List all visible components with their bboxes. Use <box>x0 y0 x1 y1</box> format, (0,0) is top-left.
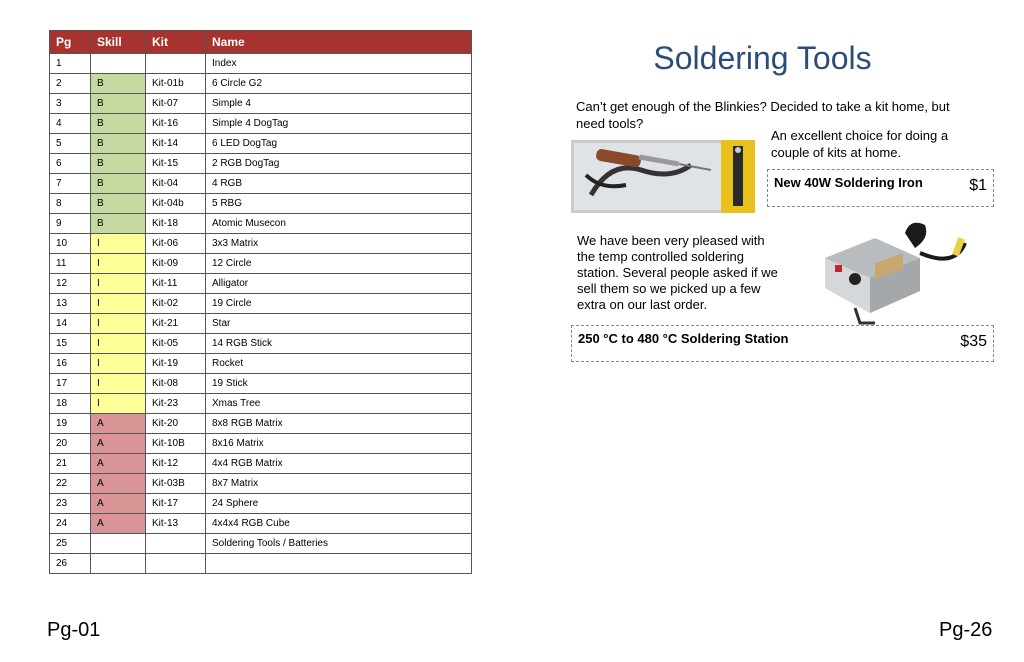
cell-kit: Kit-04b <box>146 194 206 214</box>
cell-kit: Kit-23 <box>146 394 206 414</box>
cell-pg: 1 <box>50 54 91 74</box>
cell-skill: A <box>91 514 146 534</box>
table-row <box>50 294 472 314</box>
cell-pg: 19 <box>50 414 91 434</box>
cell-name: 8x7 Matrix <box>206 474 472 494</box>
cell-pg: 18 <box>50 394 91 414</box>
cell-kit: Kit-12 <box>146 454 206 474</box>
station-price: $35 <box>960 333 987 350</box>
cell-skill: I <box>91 334 146 354</box>
table-row <box>50 114 472 134</box>
cell-name: 24 Sphere <box>206 494 472 514</box>
table-row <box>50 314 472 334</box>
cell-name: 4x4x4 RGB Cube <box>206 514 472 534</box>
table-row <box>50 414 472 434</box>
cell-name: Atomic Musecon <box>206 214 472 234</box>
cell-skill: B <box>91 114 146 134</box>
table-row <box>50 134 472 154</box>
cell-skill: A <box>91 434 146 454</box>
cell-skill: B <box>91 134 146 154</box>
cell-pg: 16 <box>50 354 91 374</box>
cell-kit: Kit-10B <box>146 434 206 454</box>
cell-kit <box>146 554 206 574</box>
cell-skill: I <box>91 314 146 334</box>
cell-name: 4x4 RGB Matrix <box>206 454 472 474</box>
header-name: Name <box>206 31 472 54</box>
cell-name: 19 Circle <box>206 294 472 314</box>
iron-product-box <box>767 169 994 207</box>
cell-pg: 2 <box>50 74 91 94</box>
cell-skill: A <box>91 474 146 494</box>
cell-kit: Kit-14 <box>146 134 206 154</box>
cell-pg: 14 <box>50 314 91 334</box>
cell-kit <box>146 534 206 554</box>
table-row <box>50 554 472 574</box>
cell-skill: A <box>91 414 146 434</box>
table-row <box>50 334 472 354</box>
cell-name: Simple 4 <box>206 94 472 114</box>
cell-skill: A <box>91 494 146 514</box>
cell-kit: Kit-20 <box>146 414 206 434</box>
cell-name: 2 RGB DogTag <box>206 154 472 174</box>
cell-pg: 9 <box>50 214 91 234</box>
iron-price: $1 <box>969 177 987 194</box>
header-pg: Pg <box>50 31 91 54</box>
cell-kit <box>146 54 206 74</box>
cell-name: 19 Stick <box>206 374 472 394</box>
cell-pg: 7 <box>50 174 91 194</box>
cell-name: 6 LED DogTag <box>206 134 472 154</box>
cell-skill: A <box>91 454 146 474</box>
cell-name: Star <box>206 314 472 334</box>
iron-description: An excellent choice for doing a couple of kits at home. <box>771 128 949 160</box>
cell-name: Rocket <box>206 354 472 374</box>
cell-skill: I <box>91 254 146 274</box>
cell-kit: Kit-07 <box>146 94 206 114</box>
table-row <box>50 74 472 94</box>
right-page-number: Pg-26 <box>939 619 993 641</box>
cell-pg: 24 <box>50 514 91 534</box>
cell-name: 12 Circle <box>206 254 472 274</box>
cell-pg: 11 <box>50 254 91 274</box>
station-description: We have been very pleased with the temp controlled soldering station. Several people asked if we sell them so we picked up a few extra on our last order. <box>577 233 778 312</box>
cell-skill: I <box>91 354 146 374</box>
cell-pg: 23 <box>50 494 91 514</box>
cell-pg: 26 <box>50 554 91 574</box>
cell-skill: B <box>91 214 146 234</box>
table-row <box>50 234 472 254</box>
cell-skill: I <box>91 274 146 294</box>
cell-kit: Kit-01b <box>146 74 206 94</box>
left-page-number: Pg-01 <box>47 619 101 641</box>
cell-name: 6 Circle G2 <box>206 74 472 94</box>
cell-kit: Kit-18 <box>146 214 206 234</box>
table-row <box>50 374 472 394</box>
cell-pg: 13 <box>50 294 91 314</box>
cell-pg: 6 <box>50 154 91 174</box>
table-row <box>50 514 472 534</box>
cell-name: 14 RGB Stick <box>206 334 472 354</box>
table-row <box>50 94 472 114</box>
cell-name: Simple 4 DogTag <box>206 114 472 134</box>
cell-skill: B <box>91 94 146 114</box>
cell-name: Xmas Tree <box>206 394 472 414</box>
cell-name: 8x8 RGB Matrix <box>206 414 472 434</box>
table-row <box>50 394 472 414</box>
table-row <box>50 454 472 474</box>
cell-pg: 21 <box>50 454 91 474</box>
cell-pg: 8 <box>50 194 91 214</box>
cell-skill <box>91 534 146 554</box>
cell-pg: 3 <box>50 94 91 114</box>
cell-skill <box>91 554 146 574</box>
cell-pg: 25 <box>50 534 91 554</box>
header-kit: Kit <box>146 31 206 54</box>
table-row <box>50 254 472 274</box>
table-row <box>50 354 472 374</box>
cell-pg: 4 <box>50 114 91 134</box>
table-row <box>50 194 472 214</box>
table-header-row <box>50 31 472 54</box>
soldering-station-image <box>815 213 973 325</box>
table-row <box>50 434 472 454</box>
cell-skill: I <box>91 294 146 314</box>
table-row <box>50 474 472 494</box>
table-row <box>50 174 472 194</box>
cell-pg: 15 <box>50 334 91 354</box>
cell-pg: 20 <box>50 434 91 454</box>
cell-name: Alligator <box>206 274 472 294</box>
station-product-name: 250 °C to 480 °C Soldering Station <box>578 331 789 346</box>
iron-product-name: New 40W Soldering Iron <box>774 175 923 190</box>
cell-name: Soldering Tools / Batteries <box>206 534 472 554</box>
cell-kit: Kit-19 <box>146 354 206 374</box>
cell-kit: Kit-15 <box>146 154 206 174</box>
cell-kit: Kit-11 <box>146 274 206 294</box>
cell-kit: Kit-09 <box>146 254 206 274</box>
table-row <box>50 154 472 174</box>
cell-skill: B <box>91 74 146 94</box>
cell-pg: 10 <box>50 234 91 254</box>
cell-kit: Kit-16 <box>146 114 206 134</box>
cell-skill <box>91 54 146 74</box>
table-row <box>50 214 472 234</box>
cell-name <box>206 554 472 574</box>
table-row <box>50 494 472 514</box>
cell-skill: B <box>91 194 146 214</box>
cell-skill: I <box>91 234 146 254</box>
kit-index-table <box>49 30 472 574</box>
cell-name: 8x16 Matrix <box>206 434 472 454</box>
cell-pg: 22 <box>50 474 91 494</box>
cell-pg: 5 <box>50 134 91 154</box>
cell-name: 4 RGB <box>206 174 472 194</box>
table-row <box>50 54 472 74</box>
cell-kit: Kit-08 <box>146 374 206 394</box>
cell-skill: I <box>91 394 146 414</box>
page-title: Soldering Tools <box>653 40 872 76</box>
cell-kit: Kit-03B <box>146 474 206 494</box>
cell-name: 3x3 Matrix <box>206 234 472 254</box>
header-skill: Skill <box>91 31 146 54</box>
cell-kit: Kit-05 <box>146 334 206 354</box>
table-row <box>50 274 472 294</box>
cell-kit: Kit-13 <box>146 514 206 534</box>
cell-kit: Kit-17 <box>146 494 206 514</box>
cell-kit: Kit-21 <box>146 314 206 334</box>
cell-kit: Kit-06 <box>146 234 206 254</box>
cell-pg: 17 <box>50 374 91 394</box>
station-product-box <box>571 325 994 362</box>
cell-pg: 12 <box>50 274 91 294</box>
cell-skill: B <box>91 174 146 194</box>
cell-kit: Kit-02 <box>146 294 206 314</box>
intro-text: Can’t get enough of the Blinkies? Decided to take a kit home, but need tools? <box>576 99 950 131</box>
cell-name: Index <box>206 54 472 74</box>
soldering-iron-package-image <box>571 140 755 213</box>
table-row <box>50 534 472 554</box>
cell-skill: I <box>91 374 146 394</box>
cell-kit: Kit-04 <box>146 174 206 194</box>
cell-name: 5 RBG <box>206 194 472 214</box>
cell-skill: B <box>91 154 146 174</box>
